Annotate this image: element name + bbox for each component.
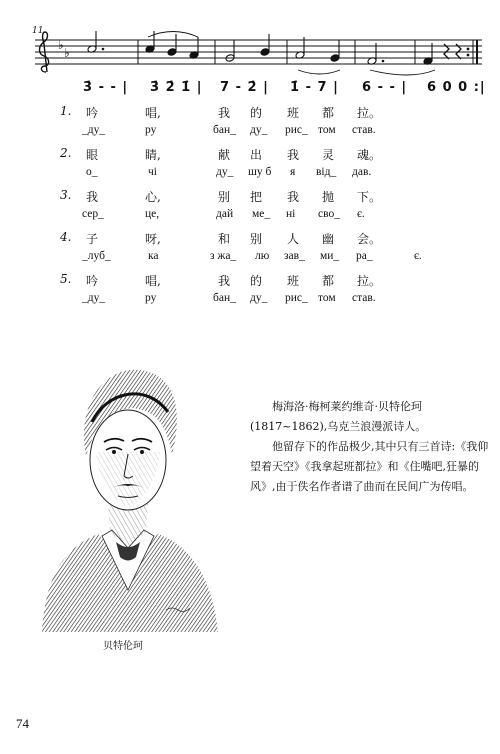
lyric-word: ми_ <box>320 250 340 262</box>
lyric-word: 心, <box>145 190 161 204</box>
lyric-word: рис_ <box>285 292 308 304</box>
verse-number: 4. <box>60 230 72 244</box>
lyric-word: став. <box>352 292 376 304</box>
lyric-word: 都 <box>322 274 335 288</box>
lyric-word: 的 <box>250 274 263 288</box>
lyric-word: 班 <box>287 106 300 120</box>
lyric-word: рис_ <box>285 124 308 136</box>
lyric-word: 把 <box>250 190 263 204</box>
verse-chinese <box>60 230 480 246</box>
lyric-word: бан_ <box>213 124 236 136</box>
verse-number: 1. <box>60 104 72 118</box>
measure-number: 11 <box>32 26 44 36</box>
bio-paragraph: 他留存下的作品极少,其中只有三首诗:《我仰望着天空》《我拿起班都拉》和《住嘴吧,狂暴的风》,由于佚名作者谱了曲而在民间广为传唱。 <box>250 440 489 493</box>
verse-number: 3. <box>60 188 72 202</box>
lyric-word: це, <box>145 208 160 220</box>
portrait-image <box>36 352 222 634</box>
staff-svg <box>30 28 485 78</box>
lyric-word: 呀, <box>145 232 161 246</box>
lyric-word: 我 <box>218 274 231 288</box>
lyric-word: став. <box>352 124 376 136</box>
lyric-word: 献 <box>218 148 231 162</box>
lyric-word: 唱, <box>145 106 161 120</box>
lyric-word: 的 <box>250 106 263 120</box>
lyric-word: ка <box>148 250 159 262</box>
lyric-word: є. <box>357 208 365 220</box>
lyric-word: шу б <box>248 166 272 178</box>
lyric-word: сво_ <box>318 208 340 220</box>
lyric-word: 魂。 <box>357 148 382 162</box>
bio-text <box>250 397 490 497</box>
lyric-word: бан_ <box>213 292 236 304</box>
lyric-word: є. <box>414 250 422 262</box>
lyric-word: _ду_ <box>82 124 106 136</box>
verse-chinese <box>60 272 480 288</box>
verse-number: 2. <box>60 146 72 160</box>
lyric-word: 人 <box>287 232 300 246</box>
flat-icon: ♭ <box>58 38 64 52</box>
lyric-word: 抛 <box>322 190 335 204</box>
lyric-word: 唱, <box>145 274 161 288</box>
lyric-word: том <box>318 124 336 136</box>
lyric-word: 我 <box>86 190 99 204</box>
note <box>87 31 97 53</box>
verse-translit <box>60 166 480 182</box>
verse-translit <box>60 292 480 308</box>
lyric-word: зав_ <box>284 250 305 262</box>
jianpu-measure: 3̇ - - | <box>83 80 129 95</box>
flat-icon: ♭ <box>64 46 70 60</box>
lyric-word: 别 <box>250 232 263 246</box>
note <box>295 37 340 62</box>
lyric-word: я <box>290 166 296 178</box>
lyric-word: том <box>318 292 336 304</box>
lyric-word: _ду_ <box>82 292 106 304</box>
lyric-word: ра_ <box>356 250 373 262</box>
lyric-word: 别 <box>218 190 231 204</box>
lyric-word: сер_ <box>82 208 104 220</box>
lyric-word: 睛, <box>145 148 161 162</box>
lyric-word: ні <box>286 208 296 220</box>
lyric-word: 我 <box>287 148 300 162</box>
lyric-word: 灵 <box>322 148 335 162</box>
lyric-word: _луб_ <box>82 250 111 262</box>
verse-chinese <box>60 188 480 204</box>
lyric-word: дай <box>216 208 234 220</box>
music-staff <box>30 28 485 78</box>
lyric-word: 我 <box>287 190 300 204</box>
verse-translit <box>60 250 480 266</box>
bio-paragraph: 梅海洛·梅柯莱约维奇·贝特伦珂(1817~1862),乌克兰浪漫派诗人。 <box>250 400 427 433</box>
lyric-word: чі <box>148 166 157 178</box>
page-number: 74 <box>16 716 29 731</box>
lyric-word: 拉。 <box>357 106 382 120</box>
lyric-word: ме_ <box>252 208 271 220</box>
jianpu-measure: 3̇ 2̇ 1̇ | <box>150 80 203 95</box>
lyric-word: ду_ <box>216 166 234 178</box>
verse-chinese <box>60 146 480 162</box>
lyric-word: 和 <box>218 232 231 246</box>
portrait-svg <box>36 352 222 634</box>
jianpu-measure: 1̇ - 7 | <box>290 80 339 95</box>
verse-chinese <box>60 104 480 120</box>
lyric-word: 子 <box>86 232 99 246</box>
lyric-word: з жа_ <box>210 250 237 262</box>
lyric-word: 幽 <box>322 232 335 246</box>
lyric-word: лю <box>255 250 270 262</box>
lyric-word: дав. <box>352 166 372 178</box>
jianpu-notation <box>55 80 495 102</box>
lyric-word: 拉。 <box>357 274 382 288</box>
jianpu-measure: 6 - - | <box>362 80 408 95</box>
lyric-word: 下。 <box>357 190 382 204</box>
verse-number: 5. <box>60 272 72 286</box>
lyric-word: 吟 <box>86 274 99 288</box>
jianpu-measure: 7 - 2̇ | <box>220 80 269 95</box>
lyric-word: ду_ <box>250 124 268 136</box>
lyric-word: 眼 <box>86 148 99 162</box>
lyric-word: о_ <box>86 166 98 178</box>
lyric-word: ду_ <box>250 292 268 304</box>
lyric-word: ру <box>145 124 157 136</box>
lyric-word: від_ <box>316 166 337 178</box>
verse-translit <box>60 124 480 140</box>
jianpu-measure: 6 0 0 :| <box>427 80 486 95</box>
lyric-word: 会。 <box>357 232 382 246</box>
lyric-word: 吟 <box>86 106 99 120</box>
lyric-word: 出 <box>250 148 263 162</box>
lyric-word: ру <box>145 292 157 304</box>
portrait-caption: 贝特伦珂 <box>103 641 143 652</box>
verse-translit <box>60 208 480 224</box>
lyric-word: 班 <box>287 274 300 288</box>
lyric-word: 都 <box>322 106 335 120</box>
lyric-word: 我 <box>218 106 231 120</box>
